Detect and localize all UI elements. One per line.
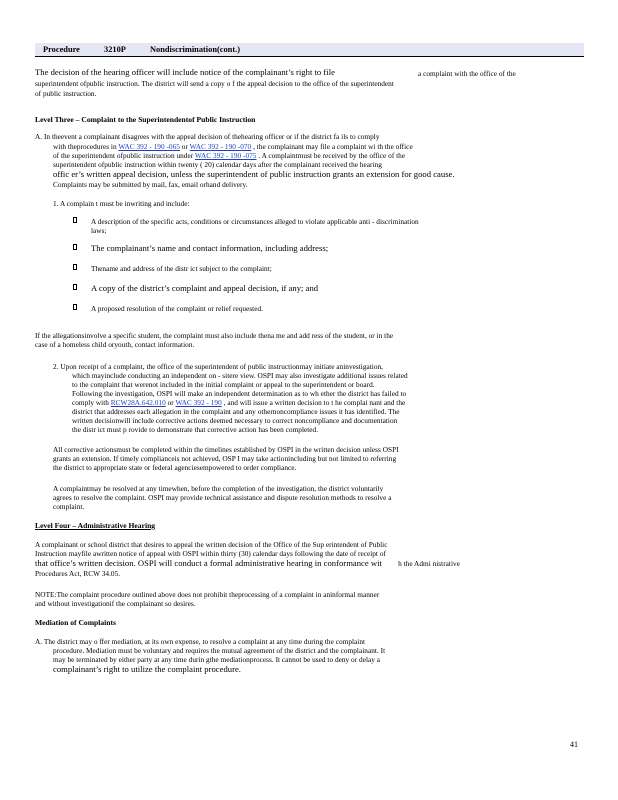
item-2-line-3: to the complaint that werenot included in the initial complaint or appeal to the superintendent or board. <box>72 380 375 389</box>
rcw-28a-link[interactable]: RCW28A.642.010 <box>110 398 166 407</box>
student-line-2: case of a homeless child oryouth, contact information. <box>35 340 195 349</box>
text: , the complainant may file a complaint wi th the office <box>253 142 413 151</box>
wac-070-link[interactable]: WAC 392 - 190 -070 <box>189 142 252 151</box>
item-2-line-1: 2. Upon receipt of a complaint, the office of the superintendent of public instructionmay initiate aninvestigation, <box>53 362 384 371</box>
level-four-line-4: Procedures Act, RCW 34.05. <box>35 569 121 578</box>
level-four-line-3 <box>35 558 460 569</box>
item-2-line-6: district that addresses each allegation in the complaint and any othernoncompliance issues it has identified. The <box>72 407 400 416</box>
wac-075-link[interactable]: WAC 392 - 190 -075 <box>194 151 257 160</box>
item-2-line-7: written decisionwill include corrective actions deemed necessary to correct noncompliance and documentation <box>72 416 398 425</box>
corrective-line-1: All corrective actionsmust be completed within the timelines established by OSPI in the written decision unless OSPI <box>53 445 399 454</box>
empty-square-bullet-icon <box>73 217 77 223</box>
intro-line-1b: a complaint with the office of the <box>418 69 516 78</box>
section-a-line-1: A. In theevent a complainant disagrees with the appeal decision of thehearing officer or if the district fa ils to comply <box>35 132 380 141</box>
empty-square-bullet-icon <box>73 304 77 310</box>
bullet-5: A proposed resolution of the complaint or relief requested. <box>91 304 264 313</box>
mediation-line-4: complainant’s right to utilize the complaint procedure. <box>53 664 241 674</box>
resolve-line-3: complaint. <box>53 502 85 511</box>
resolve-line-2: agrees to resolve the complaint. OSPI may provide technical assistance and dispute resolution methods to resolve a <box>53 493 392 502</box>
bullet-4: A copy of the district’s complaint and appeal decision, if any; and <box>91 283 319 293</box>
resolve-line-1: A complaintmay be resolved at any timewhen, before the completion of the investigation, the district voluntarily <box>53 484 384 493</box>
section-a-line-5: offic er’s written appeal decision, unless the superintendent of public instruction grants an extension for good cause. <box>53 169 455 179</box>
header-number: 3210P <box>104 45 126 54</box>
section-a-line-3 <box>53 151 405 160</box>
mediation-line-1: A. The district may o ffer mediation, at its own expense, to resolve a complaint at any time during the complaint <box>35 637 366 646</box>
section-a-line-4: superintendent ofpublic instruction within twenty ( 20) calendar days after the complainant received the hearing <box>53 160 382 169</box>
bullet-2: The complainant’s name and contact information, including address; <box>91 243 329 253</box>
note-line-2: and without investigationif the complainant so desires. <box>35 599 196 608</box>
heading-level-three: Level Three – Complaint to the Superintendentof Public Instruction <box>35 115 256 124</box>
empty-square-bullet-icon <box>73 264 77 270</box>
intro-line-3: of public instruction. <box>35 89 97 98</box>
intro-line-1: The decision of the hearing officer will include notice of the complainant’s right to file <box>35 67 335 77</box>
item-1: 1. A complain t must be inwriting and include: <box>53 199 190 208</box>
item-2-line-8: the distr ict must p rovide to demonstrate that corrective action has been completed. <box>72 425 319 434</box>
text: h the Admi nistrative <box>398 559 460 568</box>
bullet-1-line-2: laws; <box>91 226 107 235</box>
header-procedure: Procedure <box>43 45 80 54</box>
item-2-line-5 <box>72 398 405 407</box>
text: comply with <box>72 398 109 407</box>
section-header-bar <box>35 43 584 57</box>
student-line-1: If the allegationsinvolve a specific student, the complaint must also include thena me and add ress of the student, or in the <box>35 331 394 340</box>
level-four-line-1: A complainant or school district that desires to appeal the written decision of the Office of the Sup erintendent of Public <box>35 540 388 549</box>
page-number: 41 <box>570 740 578 749</box>
item-2-line-4: Following the investigation, OSPI will make an independent determination as to wh ether the district has failed to <box>72 389 407 398</box>
mediation-line-3: may be terminated by either party at any time durin gthe mediationprocess. It cannot be used to deny or delay a <box>53 655 381 664</box>
item-2-line-2: which mayinclude conducting an independent on - sitere view. OSPI may also investigate additional issues related <box>72 371 408 380</box>
empty-square-bullet-icon <box>73 244 77 250</box>
text: that office’s written decision. OSPI will conduct a formal administrative hearing in conformance wit <box>35 558 382 568</box>
text: , and will issue a written decision to t he complai nant and the <box>223 398 406 407</box>
text: of the superintendent ofpublic instruction under <box>53 151 194 160</box>
mediation-line-2: procedure. Mediation must be voluntary and requires the mutual agreement of the district and the complainant. It <box>53 646 386 655</box>
text: or <box>181 142 188 151</box>
text: or <box>167 398 174 407</box>
section-a-line-6: Complaints may be submitted by mail, fax, email orhand delivery. <box>53 180 248 189</box>
intro-line-2: superintendent ofpublic instruction. The district will send a copy o f the appeal decision to the office of the superintendent <box>35 79 394 88</box>
heading-level-four: Level Four – Administrative Hearing <box>35 521 156 530</box>
text: with theprocedures in <box>53 142 117 151</box>
text: . A complaintmust be received by the office of the <box>258 151 406 160</box>
bullet-1-line-1: A description of the specific acts, conditions or circumstances alleged to violate applicable anti - discrimination <box>91 217 419 226</box>
header-title: Nondiscrimination(cont.) <box>149 45 240 54</box>
heading-mediation: Mediation of Complaints <box>35 618 117 627</box>
level-four-line-2: Instruction mayfile awritten notice of appeal with OSPI within thirty (30) calendar days following the date of receipt of <box>35 549 386 558</box>
bullet-3: Thename and address of the distr ict subject to the complaint; <box>91 264 272 273</box>
note-line-1: NOTE:The complaint procedure outlined above does not prohibit theprocessing of a complaint in aninformal manner <box>35 590 380 599</box>
empty-square-bullet-icon <box>73 284 77 290</box>
corrective-line-2: grants an extension. If timely compliancеis not achieved, OSP I may take actionincluding but not limited to referring <box>53 454 397 463</box>
wac-065-link[interactable]: WAC 392 - 190 -065 <box>118 142 180 151</box>
wac-392-190-link[interactable]: WAC 392 - 190 <box>175 398 222 407</box>
corrective-line-3: the district to appropriate state or federal agenciesempowered to order compliance. <box>53 463 297 472</box>
section-a-line-2 <box>53 142 413 151</box>
